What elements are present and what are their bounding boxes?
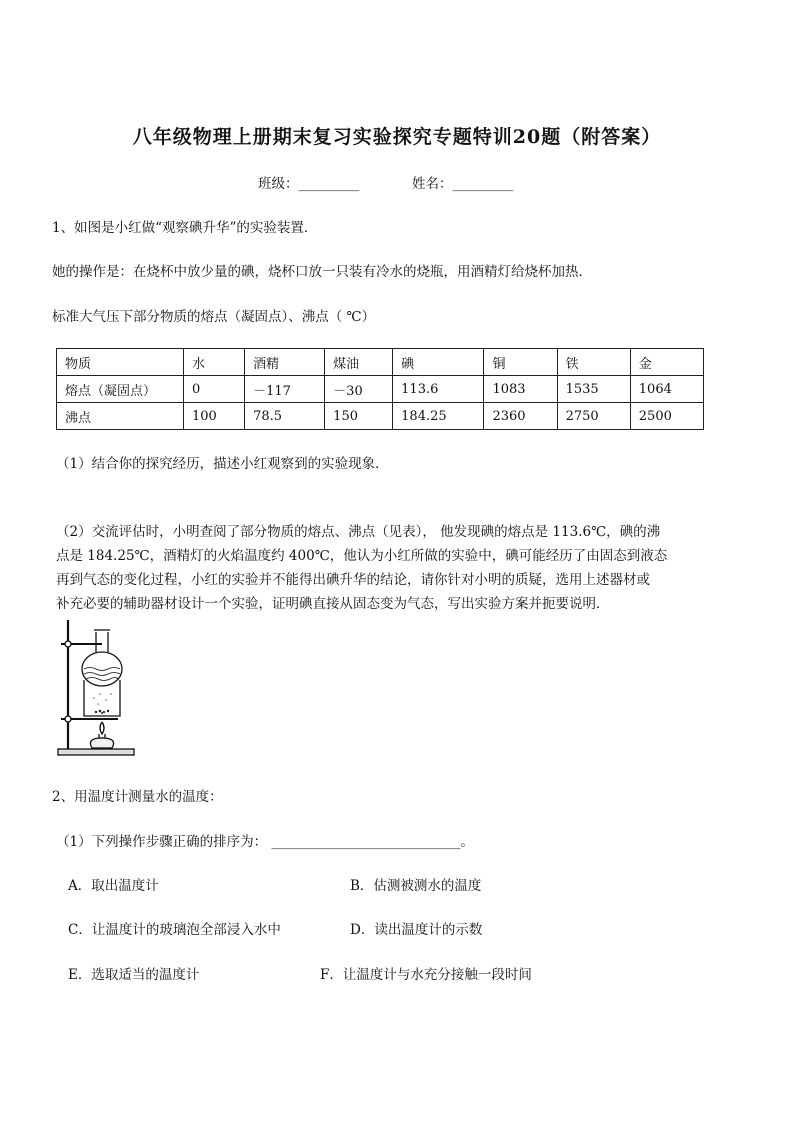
option-e: E．选取适当的温度计 <box>68 967 200 983</box>
table-cell: －117 <box>245 376 325 403</box>
paragraph-line: 点是 184.25℃，酒精灯的火焰温度约 400℃，他认为小红所做的实验中，碘可能经历了由固态到液态 <box>56 548 668 564</box>
option-b: B．估测被测水的温度 <box>350 878 482 894</box>
table-cell: 100 <box>184 403 245 430</box>
table-cell: 1064 <box>630 376 703 403</box>
table-cell: 2500 <box>630 403 703 430</box>
table-cell: 沸点 <box>57 403 184 430</box>
table-header-row <box>57 349 704 376</box>
table-cell: 113.6 <box>393 376 484 403</box>
table-cell: 酒精 <box>245 349 325 376</box>
question-1-operation: 她的操作是：在烧杯中放少量的碘，烧杯口放一只装有冷水的烧瓶，用酒精灯给烧杯加热． <box>52 264 592 280</box>
table-cell: －30 <box>325 376 393 403</box>
table-cell: 78.5 <box>245 403 325 430</box>
table-cell: 0 <box>184 376 245 403</box>
paragraph-line: 补充必要的辅助器材设计一个实验，证明碘直接从固态变为气态，写出实验方案并扼要说明． <box>56 596 610 612</box>
option-d: D．读出温度计的示数 <box>350 922 483 938</box>
page-title: 八年级物理上册期末复习实验探究专题特训20题（附答案） <box>132 126 662 148</box>
class-field-label: 班级：_________ <box>258 176 360 192</box>
option-f: F．让温度计与水充分接触一段时间 <box>320 967 532 983</box>
question-2-sub1: （1）下列操作步骤正确的排序为： ____________________________。 <box>56 834 474 850</box>
option-c: C．让温度计的玻璃泡全部浸入水中 <box>68 922 281 938</box>
question-1-sub1: （1）结合你的探究经历，描述小红观察到的实验现象． <box>56 456 389 472</box>
table-cell: 2360 <box>484 403 557 430</box>
table-cell: 水 <box>184 349 245 376</box>
paragraph-line: 再到气态的变化过程，小红的实验并不能得出碘升华的结论，请你针对小明的质疑，选用上述器材或 <box>56 572 650 588</box>
table-cell: 铜 <box>484 349 557 376</box>
table-row <box>57 376 704 403</box>
table-cell: 1535 <box>557 376 630 403</box>
question-1-intro: 1、如图是小红做“观察碘升华”的实验装置． <box>52 220 318 236</box>
table-cell: 熔点（凝固点） <box>57 376 184 403</box>
table-cell: 1083 <box>484 376 557 403</box>
table-cell: 物质 <box>57 349 184 376</box>
iodine-sublimation-apparatus-illustration <box>56 614 138 762</box>
question-1-sub2 <box>56 520 746 616</box>
table-cell: 金 <box>630 349 703 376</box>
option-a: A．取出温度计 <box>68 878 159 894</box>
table-caption: 标准大气压下部分物质的熔点（凝固点）、沸点（ ℃） <box>52 309 376 325</box>
table-cell: 铁 <box>557 349 630 376</box>
paragraph-line: （2）交流评估时，小明查阅了部分物质的熔点、沸点（见表）， 他发现碘的熔点是 113.6℃，碘的沸 <box>56 524 661 540</box>
table-cell: 煤油 <box>325 349 393 376</box>
table-cell: 2750 <box>557 403 630 430</box>
table-row <box>57 403 704 430</box>
table-cell: 碘 <box>393 349 484 376</box>
table-cell: 184.25 <box>393 403 484 430</box>
melting-boiling-point-table <box>56 348 704 430</box>
question-2-intro: 2、用温度计测量水的温度： <box>52 789 223 805</box>
name-field-label: 姓名：_________ <box>412 176 514 192</box>
table-cell: 150 <box>325 403 393 430</box>
